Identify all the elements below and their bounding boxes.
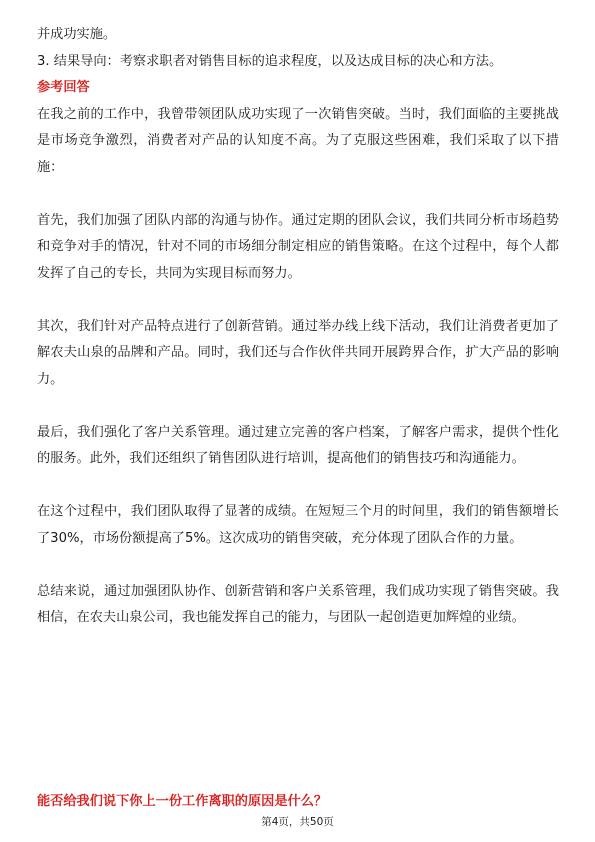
line-continuation: 并成功实施。 [37, 27, 117, 42]
answer-paragraph: 首先，我们加强了团队内部的沟通与协作。通过定期的团队会议，我们共同分析市场趋势和竞争对手的情况，针对不同的市场细分制定相应的销售策略。在这个过程中，每个人都发挥了自己的专长，共同为实现目标而努力。 [37, 212, 559, 281]
answer-paragraph: 在这个过程中，我们团队取得了显著的成绩。在短短三个月的时间里，我们的销售额增长了30%，市场份额提高了5%。这次成功的销售突破，充分体现了团队合作的力量。 [37, 504, 559, 546]
next-question: 能否给我们说下你上一份工作离职的原因是什么？ [37, 794, 328, 809]
page-indicator: 第4页，共50页 [261, 816, 334, 828]
answer-heading: 参考回答 [37, 80, 90, 95]
answer-paragraph: 其次，我们针对产品特点进行了创新营销。通过举办线上线下活动，我们让消费者更加了解农夫山泉的品牌和产品。同时，我们还与合作伙伴共同开展跨界合作，扩大产品的影响力。 [37, 318, 559, 387]
page-content [37, 22, 559, 632]
criterion-3: 3. 结果导向：考察求职者对销售目标的追求程度，以及达成目标的决心和方法。 [37, 53, 503, 69]
answer-paragraph: 总结来说，通过加强团队协作、创新营销和客户关系管理，我们成功实现了销售突破。我相信，在农夫山泉公司，我也能发挥自己的能力，与团队一起创造更加辉煌的业绩。 [37, 583, 559, 625]
answer-paragraph: 在我之前的工作中，我曾带领团队成功实现了一次销售突破。当时，我们面临的主要挑战是市场竞争激烈，消费者对产品的认知度不高。为了克服这些困难，我们采取了以下措施： [37, 106, 559, 175]
answer-paragraph: 最后，我们强化了客户关系管理。通过建立完善的客户档案，了解客户需求，提供个性化的服务。此外，我们还组织了销售团队进行培训，提高他们的销售技巧和沟通能力。 [37, 424, 559, 466]
